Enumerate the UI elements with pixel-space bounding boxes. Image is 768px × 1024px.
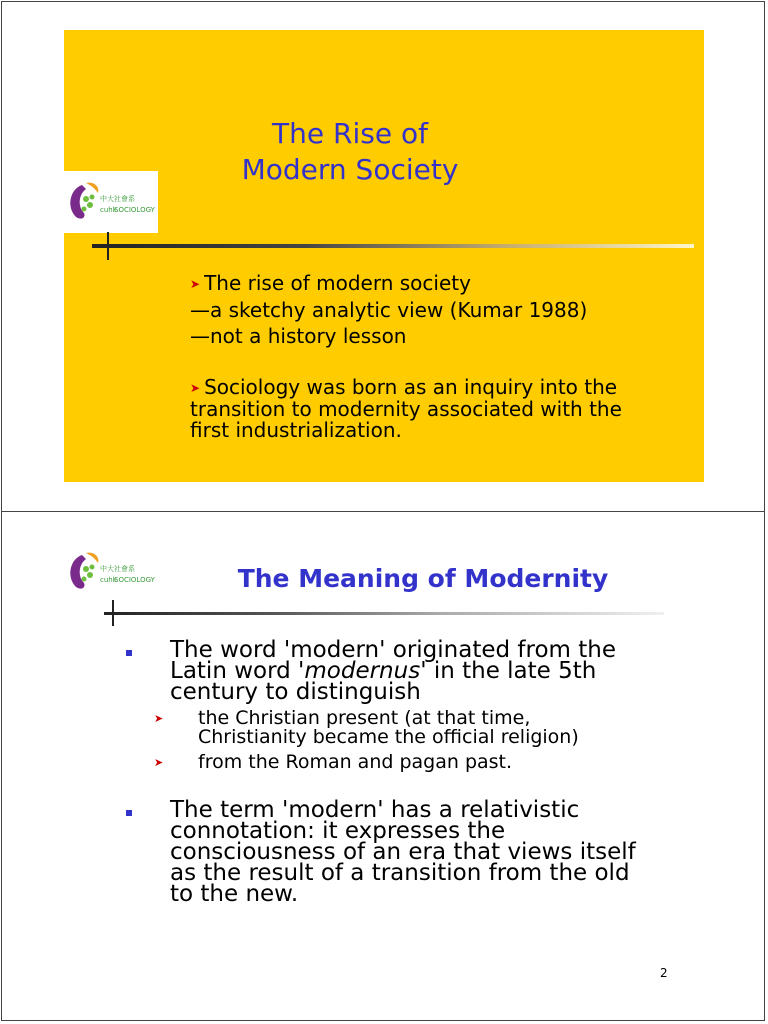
bullet-line: ➤ Sociology was born as an inquiry into the [190, 375, 618, 399]
bullet-line: —not a history lesson [190, 324, 407, 348]
square-bullet-icon [126, 650, 132, 656]
logo-chinese-text: 中大社會系 [100, 195, 135, 203]
department-logo [64, 541, 158, 603]
arrow-bullet-icon: ➤ [190, 381, 201, 395]
title-rule-tick [112, 600, 114, 626]
logo-prefix-text: cuhk [100, 576, 117, 584]
slide-2-title: The Meaning of Modernity [237, 564, 609, 593]
title-rule [92, 244, 694, 248]
arrow-bullet-icon: ➤ [154, 712, 164, 725]
slide-1-title [190, 116, 510, 188]
logo-english-text: SOCIOLOGY [114, 576, 155, 584]
logo-emblem-icon [64, 171, 158, 233]
bullet-line: first industrialization. [190, 418, 402, 442]
arrow-bullet-icon: ➤ [190, 277, 201, 291]
bullet-line: transition to modernity associated with the [190, 397, 622, 421]
title-line: The Rise of [272, 117, 428, 150]
title-rule [104, 612, 664, 615]
title-line: Modern Society [241, 153, 459, 186]
logo-prefix-text: cuhk [100, 206, 117, 214]
department-logo [64, 171, 158, 233]
logo-emblem-icon [64, 541, 158, 603]
list-item: The word 'modern' originated from the Latin word 'modernus' in the late 5th century to distinguish [126, 640, 666, 703]
slide-1-body [190, 270, 660, 441]
arrow-bullet-icon: ➤ [154, 756, 164, 769]
sub-list-item: ➤ the Christian present (at that time, Christianity became the official religion) [154, 707, 579, 748]
slide-2-body [126, 637, 666, 907]
title-rule-tick [107, 232, 109, 260]
sub-list-item: ➤ from the Roman and pagan past. [154, 751, 513, 773]
page-number: 2 [660, 966, 668, 980]
slide-divider [1, 511, 765, 512]
logo-english-text: SOCIOLOGY [114, 206, 155, 214]
bullet-line: —a sketchy analytic view (Kumar 1988) [190, 298, 588, 322]
logo-chinese-text: 中大社會系 [100, 565, 135, 573]
square-bullet-icon [126, 810, 132, 816]
bullet-line: ➤ The rise of modern society [190, 271, 471, 295]
list-item: The term 'modern' has a relativistic connotation: it expresses the consciousness of an era that views itself as the result of a transition from the old to the new. [126, 800, 666, 905]
